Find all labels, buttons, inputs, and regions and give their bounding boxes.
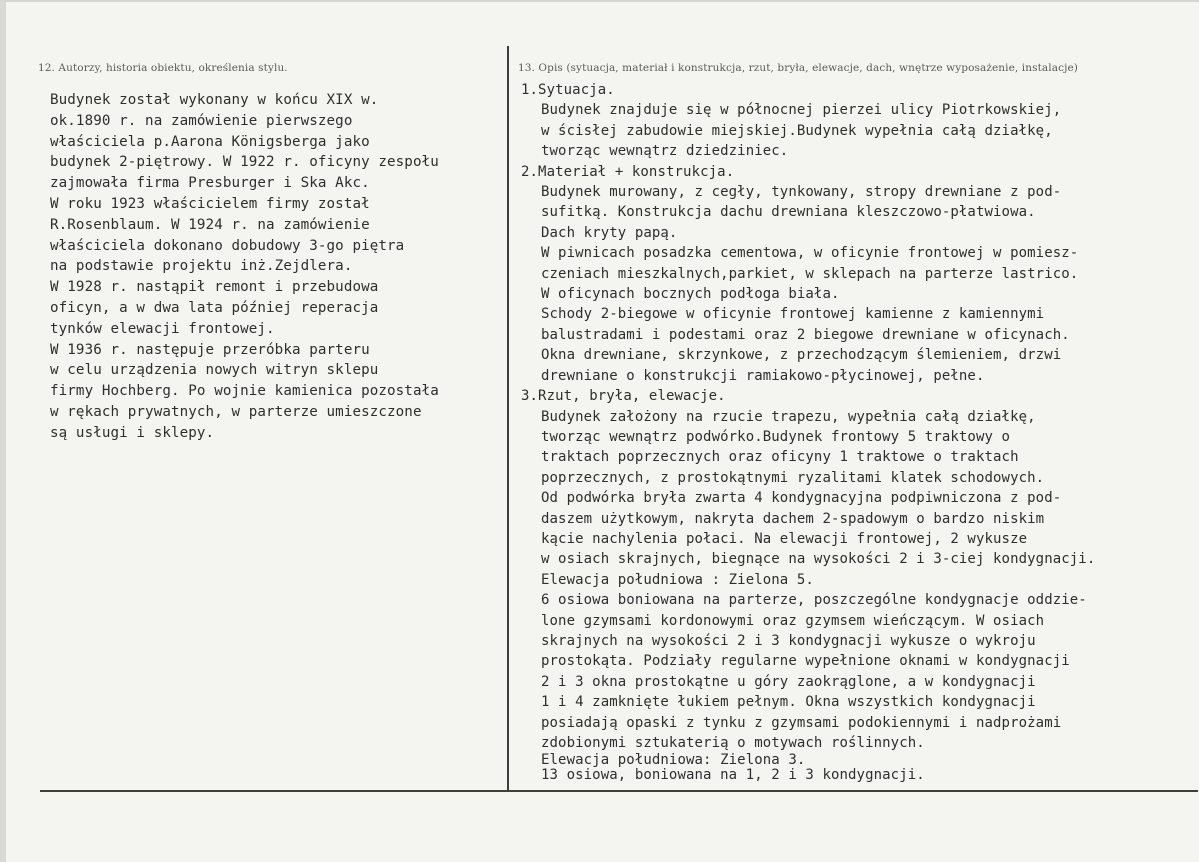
description-line: 13 osiowa, boniowana na 1, 2 i 3 kondygnacji. bbox=[541, 767, 925, 784]
history-line: W roku 1923 właścicielem firmy został bbox=[50, 195, 370, 212]
description-line: Budynek założony na rzucie trapezu, wypełnia całą działkę, bbox=[541, 408, 1036, 425]
history-line: ok.1890 r. na zamówienie pierwszego bbox=[50, 112, 353, 129]
description-line: skrajnych na wysokości 2 i 3 kondygnacji wykusze o wykroju bbox=[541, 632, 1036, 649]
description-line: Elewacja południowa: Zielona 3. bbox=[541, 752, 806, 769]
history-line: W 1936 r. następuje przeróbka parteru bbox=[50, 341, 370, 358]
section-13-header: 13. Opis (sytuacja, materiał i konstrukcja, rzut, bryła, elewacje, dach, wnętrze wyposażenie, instalacje) bbox=[518, 62, 1078, 74]
description-line: w ścisłej zabudowie miejskiej.Budynek wypełnia całą działkę, bbox=[541, 122, 1053, 139]
history-line: firmy Hochberg. Po wojnie kamienica pozostała bbox=[50, 383, 439, 400]
description-line: zdobionymi sztukaterią o motywach roślinnych. bbox=[541, 735, 925, 751]
description-line: Elewacja południowa : Zielona 5. bbox=[541, 571, 814, 588]
history-line: w rękach prywatnych, w parterze umieszczone bbox=[50, 403, 422, 420]
description-line: czeniach mieszkalnych,parkiet, w sklepach na parterze lastrico. bbox=[541, 265, 1079, 282]
history-line: zajmowała firma Presburger i Ska Akc. bbox=[50, 175, 370, 192]
bottom-rule bbox=[40, 790, 1198, 792]
description-line: tworząc wewnątrz dziedziniec. bbox=[541, 143, 789, 160]
description-line: daszem użytkowym, nakryta dachem 2-spadowym o bardzo niskim bbox=[541, 510, 1045, 527]
description-line: Schody 2-biegowe w oficynie frontowej kamienne z kamiennymi bbox=[541, 306, 1045, 323]
history-text bbox=[50, 90, 520, 444]
description-line: Dach kryty papą. bbox=[541, 224, 678, 241]
description-line: lone gzymsami kordonowymi oraz gzymsem wieńczącym. W osiach bbox=[541, 612, 1045, 629]
description-line: Budynek murowany, z cegły, tynkowany, stropy drewniane z pod- bbox=[541, 184, 1062, 201]
history-line: właściciela dokonano dobudowy 3-go piętra bbox=[50, 237, 405, 254]
description-line: 1 i 4 zamknięte łukiem pełnym. Okna wszystkich kondygnacji bbox=[541, 694, 1036, 711]
description-line: W oficynach bocznych podłoga biała. bbox=[541, 286, 840, 303]
description-line: Budynek znajduje się w północnej pierzei ulicy Piotrkowskiej, bbox=[541, 102, 1062, 119]
history-line: tynków elewacji frontowej. bbox=[50, 320, 275, 337]
history-line: R.Rosenblaum. W 1924 r. na zamówienie bbox=[50, 216, 370, 233]
description-line: kącie nachylenia połaci. Na elewacji frontowej, 2 wykusze bbox=[541, 530, 1028, 547]
history-line: na podstawie projektu inż.Zejdlera. bbox=[50, 258, 353, 275]
history-line: W 1928 r. nastąpił remont i przebudowa bbox=[50, 279, 379, 296]
description-line: poprzecznych, z prostokątnymi ryzalitami klatek schodowych. bbox=[541, 469, 1045, 486]
description-line: 2 i 3 okna prostokątne u góry zaokrąglone, a w kondygnacji bbox=[541, 673, 1036, 690]
description-line: Okna drewniane, skrzynkowe, z przechodzącym ślemieniem, drzwi bbox=[541, 347, 1062, 364]
description-line: 6 osiowa boniowana na parterze, poszczególne kondygnacje oddzie- bbox=[541, 592, 1087, 609]
description-line: w osiach skrajnych, biegnące na wysokości 2 i 3-ciej kondygnacji. bbox=[541, 551, 1096, 568]
history-line: Budynek został wykonany w końcu XIX w. bbox=[50, 92, 379, 108]
subsection-heading: 2.Materiał + konstrukcja. bbox=[521, 163, 735, 180]
description-line: posiadają opaski z tynku z gzymsami podokiennymi i nadprożami bbox=[541, 714, 1062, 731]
section-12-header: 12. Autorzy, historia obiektu, określenia stylu. bbox=[38, 62, 288, 74]
subsection-heading: 3.Rzut, bryła, elewacje. bbox=[521, 388, 726, 405]
description-line: Od podwórka bryła zwarta 4 kondygnacyjna podpiwniczona z pod- bbox=[541, 490, 1062, 507]
history-line: w celu urządzenia nowych witryn sklepu bbox=[50, 362, 379, 379]
description-line: tworząc wewnątrz podwórko.Budynek frontowy 5 traktowy o bbox=[541, 428, 1011, 445]
description-line: drewniane o konstrukcji ramiakowo-płycinowej, pełne. bbox=[541, 367, 985, 384]
description-line: sufitką. Konstrukcja dachu drewniana kleszczowo-płatwiowa. bbox=[541, 204, 1036, 221]
description-line: prostokąta. Podziały regularne wypełnione oknami w kondygnacji bbox=[541, 653, 1070, 670]
history-line: oficyn, a w dwa lata później reperacja bbox=[50, 299, 379, 316]
history-line: są usługi i sklepy. bbox=[50, 424, 215, 441]
subsection-heading: 1.Sytuacja. bbox=[521, 82, 615, 98]
description-line: traktach poprzecznych oraz oficyny 1 traktowe o traktach bbox=[541, 449, 1019, 466]
description-line: balustradami i podestami oraz 2 biegowe drewniane w oficynach. bbox=[541, 326, 1070, 343]
history-line: budynek 2-piętrowy. W 1922 r. oficyny zespołu bbox=[50, 154, 439, 171]
description-line: W piwnicach posadzka cementowa, w oficynie frontowej w pomiesz- bbox=[541, 245, 1079, 262]
description-text bbox=[521, 80, 1199, 783]
history-line: właściciela p.Aarona Königsberga jako bbox=[50, 133, 370, 150]
